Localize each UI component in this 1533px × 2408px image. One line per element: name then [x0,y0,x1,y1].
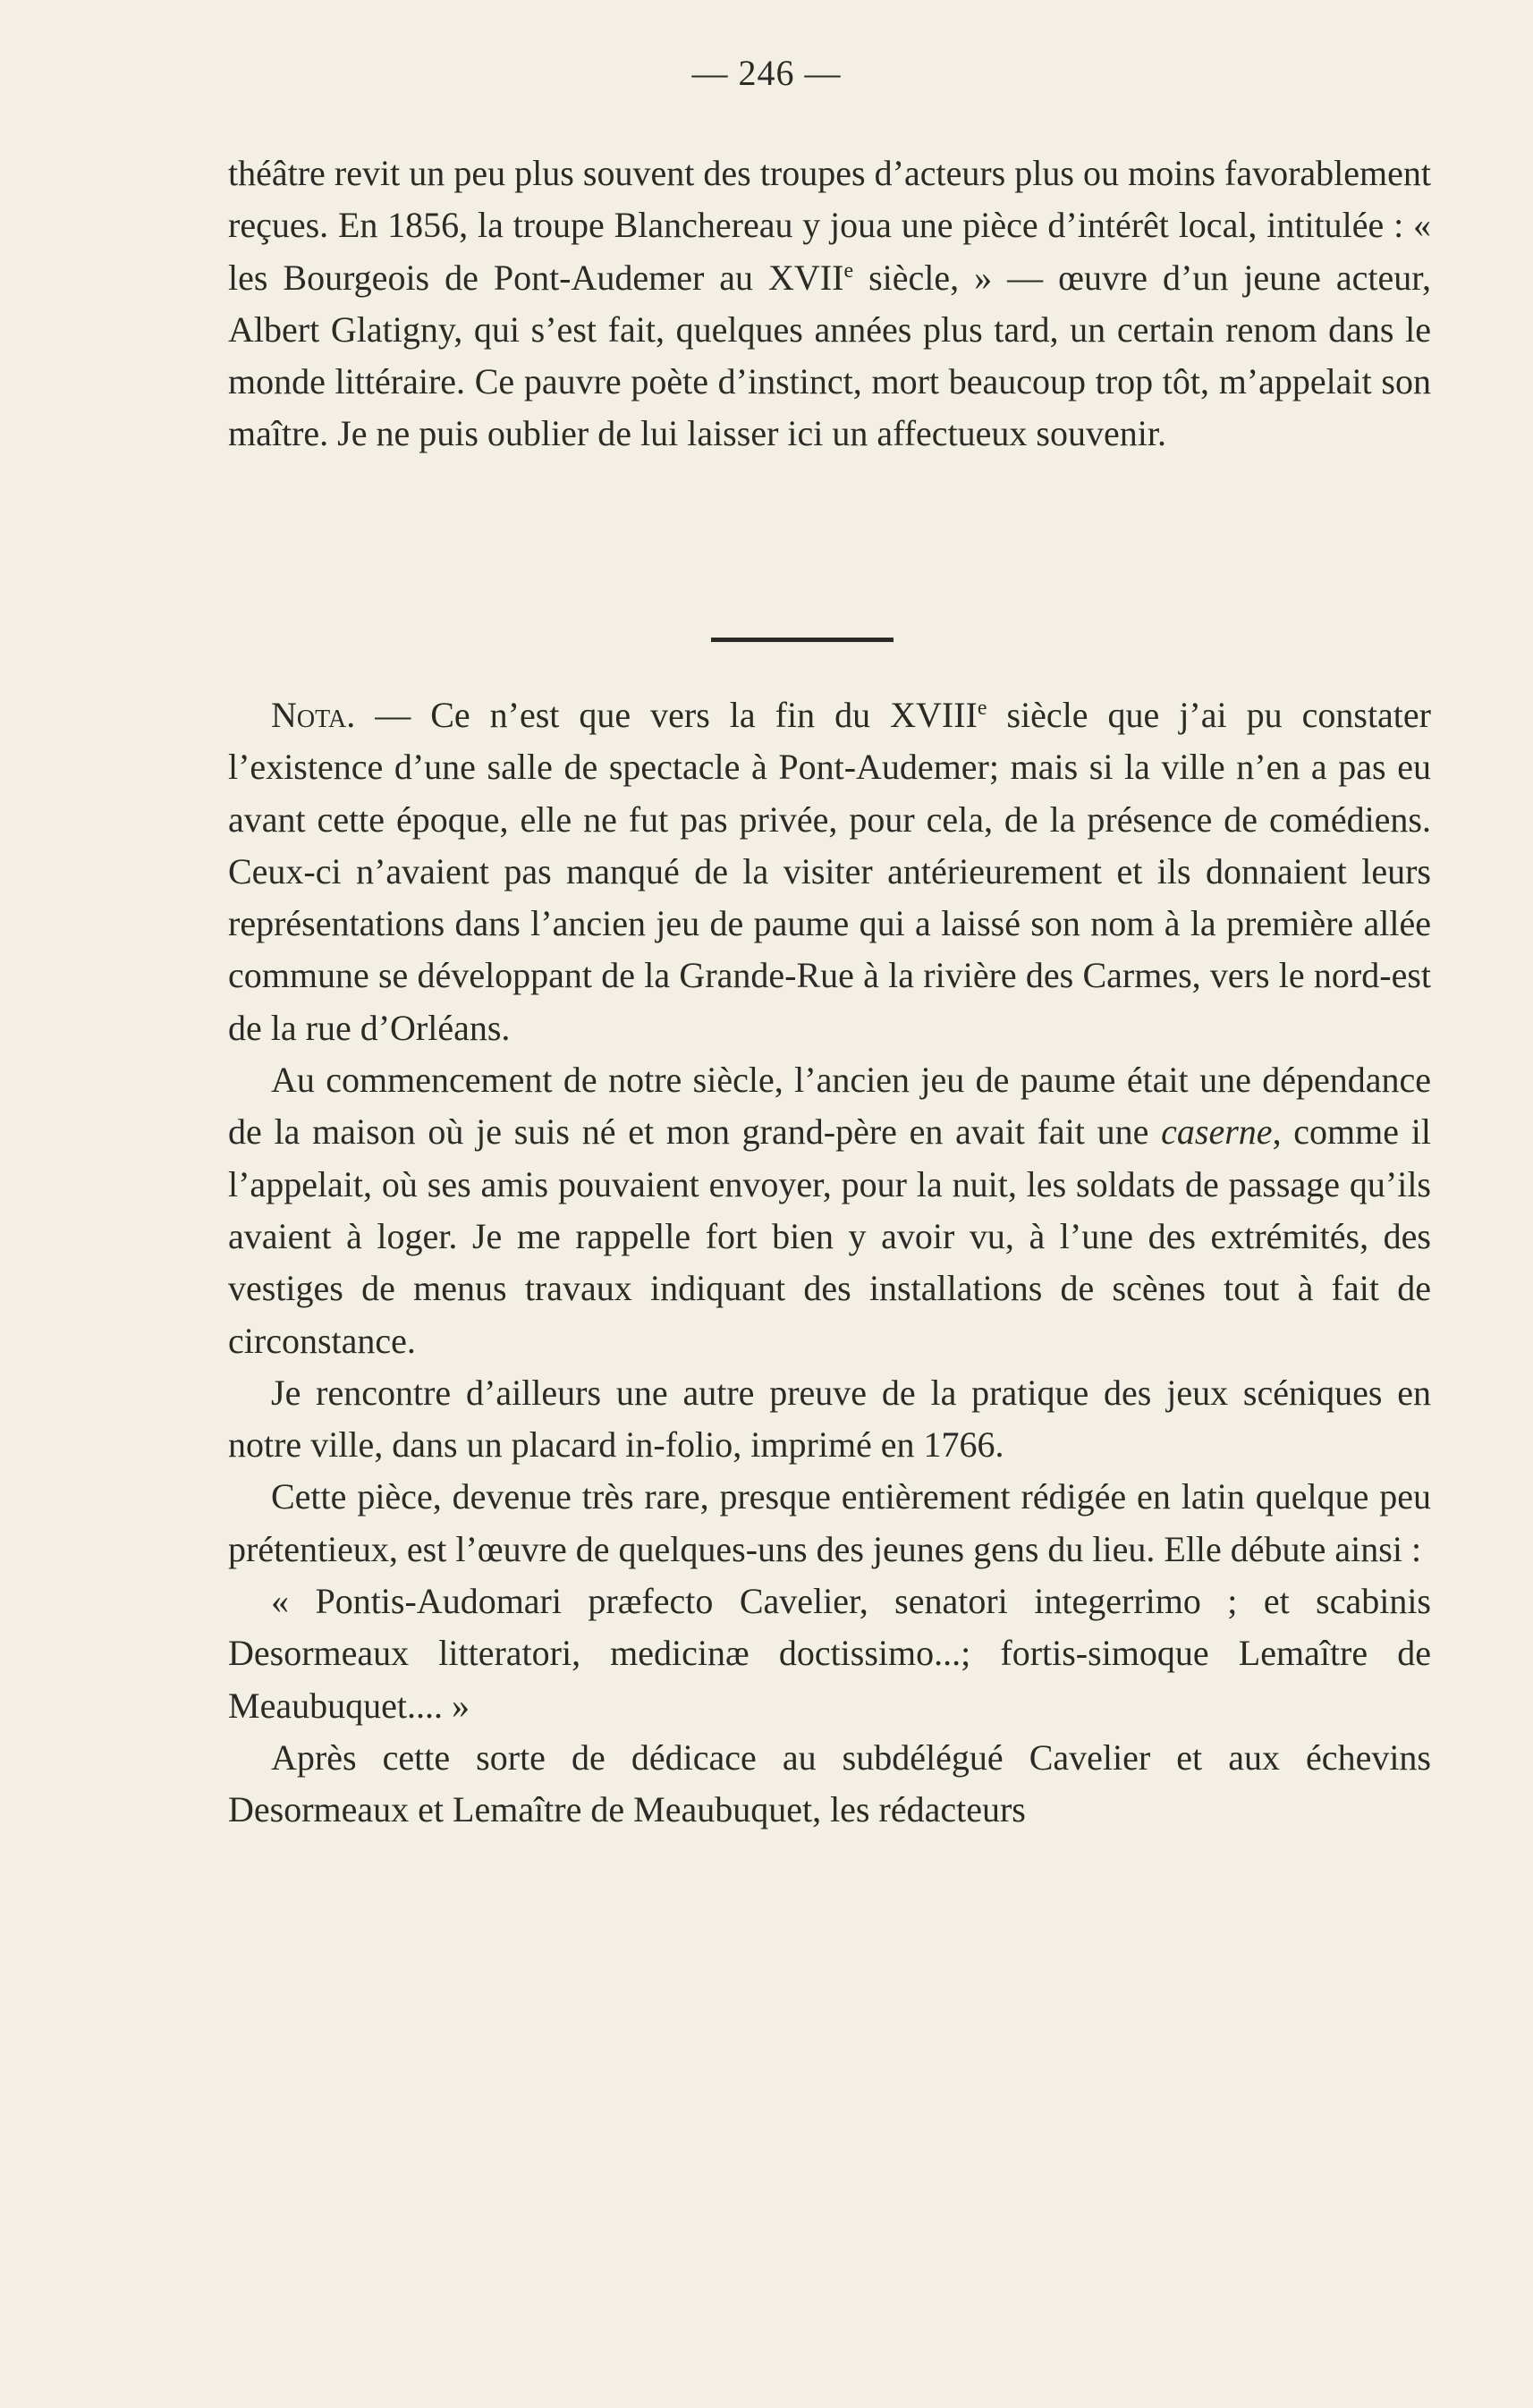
paragraph-theatre-text-1: théâtre revit un peu plus souvent des troupes d’acteurs plus ou moins favorablement reçues. En 1856, la troupe Blanchereau y joua une pièce d’intérêt local, intitulée : « les Bourgeois de Pont-Audemer au XVII [228,153,1431,298]
paragraph-jeu-de-paume [228,1054,1431,1367]
superscript-century: e [843,258,854,283]
paragraph-dedicace: Après cette sorte de dédicace au subdélégué Cavelier et aux échevins Desormeaux et Lemaître de Meaubuquet, les rédacteurs [228,1736,1431,1830]
section-divider [711,638,894,642]
nota-text-2: siècle que j’ai pu constater l’existence d’une salle de spectacle à Pont-Audemer; mais si la ville n’en a pas eu avant cette époque, elle ne fut pas privée, pour cela, de la présence de comédiens. Ceux-ci n’avaient pas manqué de la visiter antérieurement et ils donnaient leurs représentations dans l’ancien jeu de paume qui a laissé son nom à la première allée commune se développant de la Grande-Rue à la rivière des Carmes, vers le nord-est de la rue d’Orléans. [228,695,1431,1048]
paragraph-2-text-1: Au commencement de notre siècle, l’ancien jeu de paume était une dépendance de la maison où je suis né et mon grand-père en avait fait une [228,1060,1431,1153]
paragraph-2-text-2: , comme il l’appelait, où ses amis pouvaient envoyer, pour la nuit, les soldats de passage qu’ils avaient à loger. Je me rappelle fort bien y avoir vu, à l’une des extrémités, des vestiges de menus travaux indiquant des installations de scènes tout à fait de circonstance. [228,1111,1432,1361]
superscript-century: e [977,697,987,720]
paragraph-latin-quote: « Pontis-Audomari præfecto Cavelier, senatori integerrimo ; et scabinis Desormeaux litteratori, medicinæ doctissimo...; fortis-simoque Lemaître de Meaubuquet.... » [228,1581,1431,1726]
nota-text-1: — Ce n’est que vers la fin du XVIII [355,695,978,735]
page-number: — 246 — [691,53,842,93]
italic-word-caserne: caserne [1161,1111,1273,1153]
top-text-block [228,148,1431,460]
paragraph-theatre [228,148,1431,460]
paragraph-preuve: Je rencontre d’ailleurs une autre preuve de la pratique des jeux scéniques en notre ville, dans un placard in-folio, imprimé en 1766. [228,1372,1431,1466]
nota-label: Nota. [271,695,356,735]
paragraph-theatre-text-2: siècle, » — œuvre d’un jeune acteur, Albert Glatigny, qui s’est fait, quelques années plus tard, un certain renom dans le monde littéraire. Ce pauvre poète d’instinct, mort beaucoup trop tôt, m’appelait son maître. Je ne puis oublier de lui laisser ici un affectueux souvenir. [228,257,1431,454]
paragraph-nota [228,689,1431,1054]
paragraph-piece: Cette pièce, devenue très rare, presque entièrement rédigée en latin quelque peu prétentieux, est l’œuvre de quelques-uns des jeunes gens du lieu. Elle débute ainsi : [228,1476,1431,1569]
nota-text-block [228,689,1431,1837]
